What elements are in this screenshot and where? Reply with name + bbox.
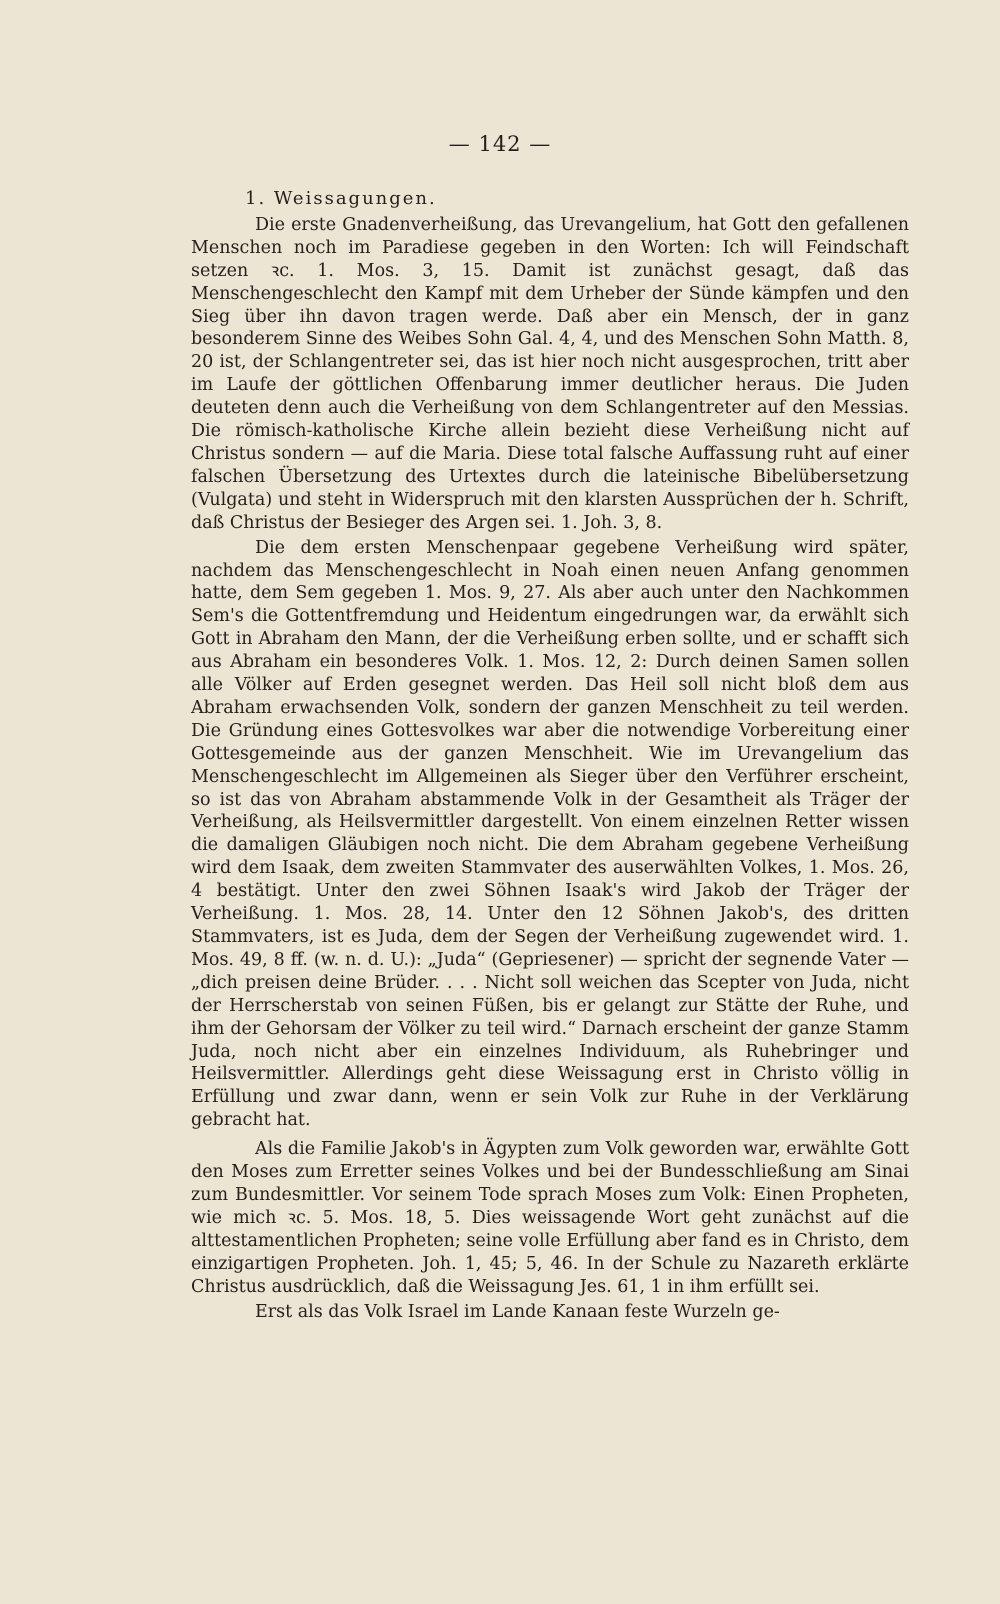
paragraph-abraham: Die dem ersten Menschenpaar gegebene Verheißung wird später, nachdem das Menschengeschlecht in Noah einen neuen Anfang genommen hatte, dem Sem gegeben 1. Mos. 9, 27. Als aber auch unter den Nachkommen Sem's die Gottentfremdung und Heidentum eingedrungen war, da erwählt sich Gott in Abraham den Mann, der die Verheißung erben sollte, und er schafft sich aus Abraham ein besonderes Volk. 1. Mos. 12, 2: Durch deinen Samen sollen alle Völker auf Erden gesegnet werden. Das Heil soll nicht bloß dem aus Abraham erwachsenden Volk, sondern der ganzen Menschheit zu teil werden. Die Gründung eines Gottesvolkes war aber die notwendige Vorbereitung einer Gottesgemeinde aus der ganzen Menschheit. Wie im Urevangelium das Menschengeschlecht im Allgemeinen als Sieger über den Verführer erscheint, so ist das von Abraham abstammende Volk in der Gesamtheit als Träger der Verheißung, als Heilsvermittler dargestellt. Von einem einzelnen Retter wissen die damaligen Gläubigen noch nicht. Die dem Abraham gegebene Verheißung wird dem Isaak, dem zweiten Stammvater des auserwählten Volkes, 1. Mos. 26, 4 bestätigt. Unter den zwei Söhnen Isaak's wird Jakob der Träger der Verheißung. 1. Mos. 28, 14. Unter den 12 Söhnen Jakob's, des dritten Stammvaters, ist es Juda, dem der Segen der Verheißung zugewendet wird. 1. Mos. 49, 8 ff. (w. n. d. U.): „Juda“ (Gepriesener) — spricht der segnende Vater — „dich preisen deine Brüder. . . . Nicht soll weichen das Scepter von Juda, nicht der Herrscherstab von seinen Füßen, bis er gelangt zur Stätte der Ruhe, und ihm der Gehorsam der Völker zu teil wird.“ Darnach erscheint der ganze Stamm Juda, noch nicht aber ein einzelnes Individuum, als Ruhebringer und Heilsvermittler. Allerdings geht diese Weissagung erst in Christo völlig in Erfüllung und zwar dann, wenn er sein Volk zur Ruhe in der Verklärung gebracht hat. bbox=[191, 537, 909, 1131]
paragraph-moses: Als die Familie Jakob's in Ägypten zum Volk geworden war, erwählte Gott den Moses zum Erretter seines Volkes und bei der Bundesschließung am Sinai zum Bundesmittler. Vor seinem Tode sprach Moses zum Volk: Einen Propheten, wie mich ꝛc. 5. Mos. 18, 5. Dies weissagende Wort geht zunächst auf die alttestamentlichen Propheten; seine volle Erfüllung aber fand es in Christo, dem einzigartigen Propheten. Joh. 1, 45; 5, 46. In der Schule zu Nazareth erklärte Christus ausdrücklich, daß die Weissagung Jes. 61, 1 in ihm erfüllt sei. bbox=[191, 1139, 909, 1297]
page-body bbox=[191, 188, 909, 1325]
paragraph-israel: Erst als das Volk Israel im Lande Kanaan feste Wurzeln ge- bbox=[255, 1301, 780, 1322]
section-heading: 1. Weissagungen. bbox=[245, 188, 437, 209]
page-number: — 142 — bbox=[448, 132, 552, 156]
paragraph-urevangelium: Die erste Gnadenverheißung, das Urevangelium, hat Gott den gefallenen Menschen noch im Paradiese gegeben in den Worten: Ich will Feindschaft setzen ꝛc. 1. Mos. 3, 15. Damit ist zunächst gesagt, daß das Menschengeschlecht den Kampf mit dem Urheber der Sünde kämpfen und den Sieg über ihn davon tragen werde. Daß aber ein Mensch, der in ganz besonderem Sinne des Weibes Sohn Gal. 4, 4, und des Menschen Sohn Matth. 8, 20 ist, der Schlangentreter sei, das ist hier noch nicht ausgesprochen, tritt aber im Laufe der göttlichen Offenbarung immer deutlicher heraus. Die Juden deuteten denn auch die Verheißung von dem Schlangentreter auf den Messias. Die römisch-katholische Kirche allein bezieht diese Verheißung nicht auf Christus sondern — auf die Maria. Diese total falsche Auffassung ruht auf einer falschen Übersetzung des Urtextes durch die lateinische Bibelübersetzung (Vulgata) und steht in Widerspruch mit den klarsten Aussprüchen der h. Schrift, daß Christus der Besieger des Argen sei. 1. Joh. 3, 8. bbox=[191, 214, 909, 533]
